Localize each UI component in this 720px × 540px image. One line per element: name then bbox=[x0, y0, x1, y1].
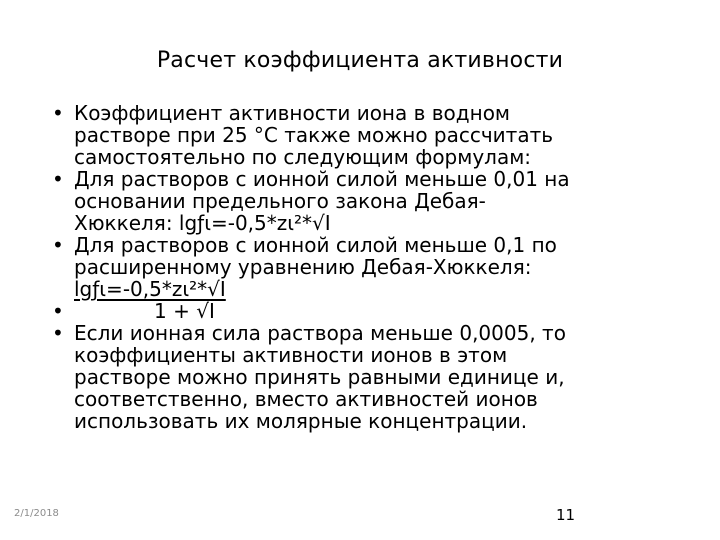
formula-numerator: lgƒι=-0,5*zι²*√I bbox=[74, 277, 226, 301]
bullet-item bbox=[52, 168, 672, 234]
bullet-text-line: растворе можно принять равными единице и, bbox=[74, 365, 565, 389]
page-number: 11 bbox=[556, 506, 576, 524]
bullet-text-line: коэффициенты активности ионов в этом bbox=[74, 343, 508, 367]
footer-date: 2/1/2018 bbox=[14, 508, 59, 519]
bullet-text-line: Для растворов с ионной силой меньше 0,01 на bbox=[74, 167, 570, 191]
bullet-item bbox=[52, 322, 672, 432]
bullet-item bbox=[52, 102, 672, 168]
slide-body bbox=[52, 102, 672, 432]
bullet-text-line: соответственно, вместо активностей ионов bbox=[74, 387, 538, 411]
bullet-symbol: • bbox=[52, 167, 64, 191]
bullet-text-line: Хюккеля: lgƒι=-0,5*zι²*√I bbox=[74, 211, 331, 235]
formula-line bbox=[74, 278, 672, 300]
bullet-symbol: • bbox=[52, 233, 64, 257]
bullet-text-line: Для растворов с ионной силой меньше 0,1 по bbox=[74, 233, 557, 257]
bullet-item bbox=[52, 234, 672, 300]
bullet-text-line: Если ионная сила раствора меньше 0,0005, то bbox=[74, 321, 566, 345]
bullet-text-line: самостоятельно по следующим формулам: bbox=[74, 145, 532, 169]
bullet-text-line: основании предельного закона Дебая- bbox=[74, 189, 486, 213]
bullet-text-line: использовать их молярные концентрации. bbox=[74, 409, 528, 433]
bullet-item bbox=[52, 300, 672, 322]
bullet-symbol: • bbox=[52, 101, 64, 125]
bullet-symbol: • bbox=[52, 299, 64, 323]
bullet-text-line: расширенному уравнению Дебая-Хюккеля: bbox=[74, 255, 532, 279]
bullet-text-line: растворе при 25 °С также можно рассчитать bbox=[74, 123, 554, 147]
bullet-text-line: Коэффициент активности иона в водном bbox=[74, 101, 511, 125]
bullet-symbol: • bbox=[52, 321, 64, 345]
slide-title: Расчет коэффициента активности bbox=[156, 48, 564, 73]
formula-denominator: 1 + √I bbox=[154, 299, 215, 323]
